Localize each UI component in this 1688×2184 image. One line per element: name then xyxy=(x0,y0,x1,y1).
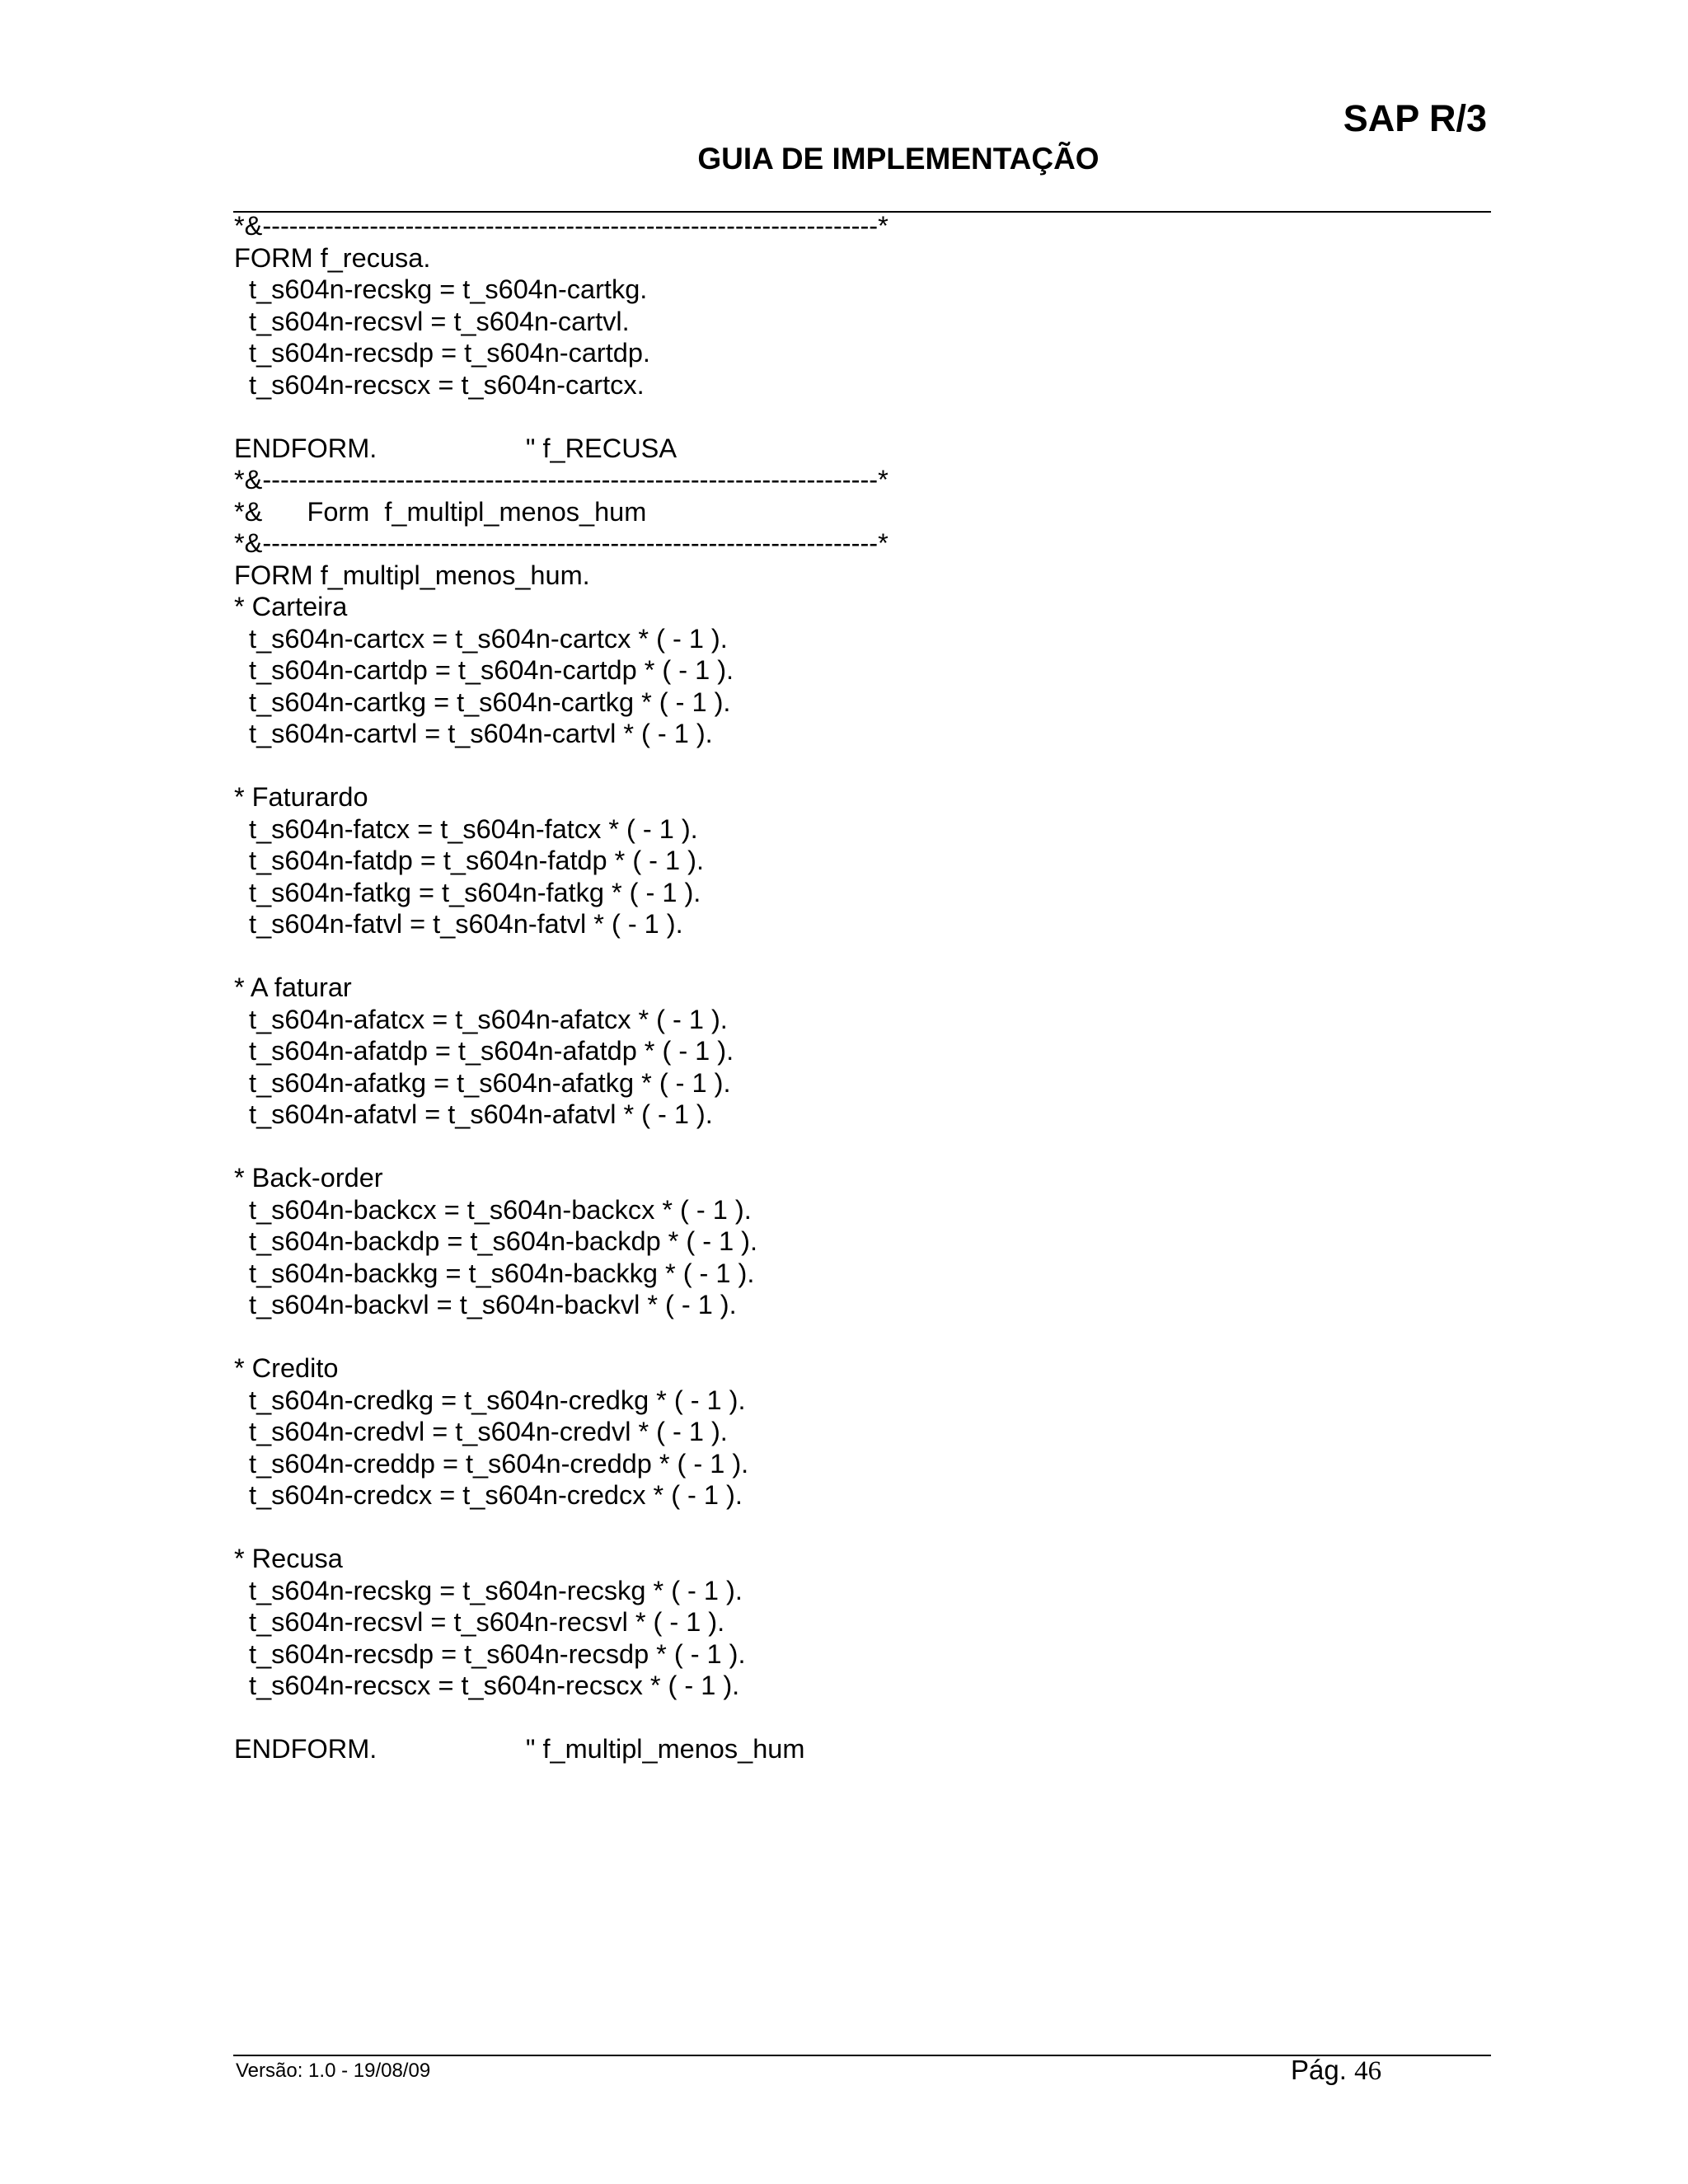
page-value: 46 xyxy=(1354,2056,1382,2086)
code-line: *& Form f_multipl_menos_hum xyxy=(234,496,647,527)
code-line: t_s604n-cartcx = t_s604n-cartcx * ( - 1 ). xyxy=(234,623,728,654)
product-name: SAP R/3 xyxy=(1343,97,1487,139)
code-line: t_s604n-recscx = t_s604n-recscx * ( - 1 ). xyxy=(234,1671,740,1700)
code-line: t_s604n-cartvl = t_s604n-cartvl * ( - 1 ). xyxy=(234,719,713,748)
code-line: t_s604n-recskg = t_s604n-cartkg. xyxy=(234,274,648,304)
code-listing xyxy=(234,210,889,1765)
code-line: ENDFORM. " f_multipl_menos_hum xyxy=(234,1734,805,1764)
code-line: t_s604n-recsdp = t_s604n-recsdp * ( - 1 ). xyxy=(234,1638,746,1669)
code-line: t_s604n-recskg = t_s604n-recskg * ( - 1 ). xyxy=(234,1575,743,1605)
code-line xyxy=(234,401,889,433)
page-label: Pág. xyxy=(1291,2055,1347,2085)
code-line xyxy=(234,750,889,782)
code-line xyxy=(234,1511,889,1544)
code-line: t_s604n-recsvl = t_s604n-cartvl. xyxy=(234,306,630,336)
code-line: * Back-order xyxy=(234,1163,383,1193)
code-line: *&---------------------------------------------------------------------* xyxy=(234,465,889,494)
code-line: t_s604n-recsvl = t_s604n-recsvl * ( - 1 ). xyxy=(234,1607,725,1637)
code-line xyxy=(234,1321,889,1353)
version-text: Versão: 1.0 - 19/08/09 xyxy=(236,2060,431,2082)
code-line: t_s604n-fatcx = t_s604n-fatcx * ( - 1 ). xyxy=(234,813,698,844)
code-line: t_s604n-afatdp = t_s604n-afatdp * ( - 1 ). xyxy=(234,1036,734,1066)
code-line: t_s604n-backkg = t_s604n-backkg * ( - 1 ). xyxy=(234,1258,755,1288)
code-line: t_s604n-creddp = t_s604n-creddp * ( - 1 ). xyxy=(234,1448,749,1479)
code-line: * Carteira xyxy=(234,592,348,621)
code-line: t_s604n-fatvl = t_s604n-fatvl * ( - 1 ). xyxy=(234,909,683,939)
code-line xyxy=(234,1702,889,1734)
code-line: * A faturar xyxy=(234,972,352,1002)
code-line: *&---------------------------------------------------------------------* xyxy=(234,528,889,558)
code-line: t_s604n-afatcx = t_s604n-afatcx * ( - 1 ). xyxy=(234,1004,728,1034)
code-line: * Credito xyxy=(234,1353,339,1383)
code-line: ENDFORM. " f_RECUSA xyxy=(234,433,678,463)
document-title: GUIA DE IMPLEMENTAÇÃO xyxy=(697,142,1100,176)
code-line: t_s604n-backdp = t_s604n-backdp * ( - 1 ). xyxy=(234,1226,758,1256)
code-line: * Faturardo xyxy=(234,782,368,812)
code-line: t_s604n-credvl = t_s604n-credvl * ( - 1 ). xyxy=(234,1417,728,1446)
code-line: t_s604n-backvl = t_s604n-backvl * ( - 1 ). xyxy=(234,1290,737,1319)
code-line: t_s604n-cartkg = t_s604n-cartkg * ( - 1 ). xyxy=(234,687,731,717)
code-line xyxy=(234,940,889,972)
code-line: FORM f_multipl_menos_hum. xyxy=(234,560,590,590)
code-line: t_s604n-recsdp = t_s604n-cartdp. xyxy=(234,338,650,368)
code-line: t_s604n-credcx = t_s604n-credcx * ( - 1 ). xyxy=(234,1480,743,1510)
code-line: *&---------------------------------------------------------------------* xyxy=(234,211,889,241)
code-line: FORM f_recusa. xyxy=(234,242,431,273)
code-line: t_s604n-credkg = t_s604n-credkg * ( - 1 ). xyxy=(234,1385,746,1415)
code-line: t_s604n-fatdp = t_s604n-fatdp * ( - 1 ). xyxy=(234,846,704,875)
code-line: t_s604n-afatkg = t_s604n-afatkg * ( - 1 ). xyxy=(234,1067,731,1098)
page-number xyxy=(1291,2055,1381,2087)
code-line: t_s604n-cartdp = t_s604n-cartdp * ( - 1 ). xyxy=(234,655,734,685)
code-line: t_s604n-backcx = t_s604n-backcx * ( - 1 ). xyxy=(234,1194,752,1225)
code-line xyxy=(234,1131,889,1163)
code-line: t_s604n-afatvl = t_s604n-afatvl * ( - 1 ). xyxy=(234,1099,713,1129)
code-line: t_s604n-recscx = t_s604n-cartcx. xyxy=(234,369,645,400)
code-line: * Recusa xyxy=(234,1544,343,1573)
code-line: t_s604n-fatkg = t_s604n-fatkg * ( - 1 ). xyxy=(234,877,701,907)
